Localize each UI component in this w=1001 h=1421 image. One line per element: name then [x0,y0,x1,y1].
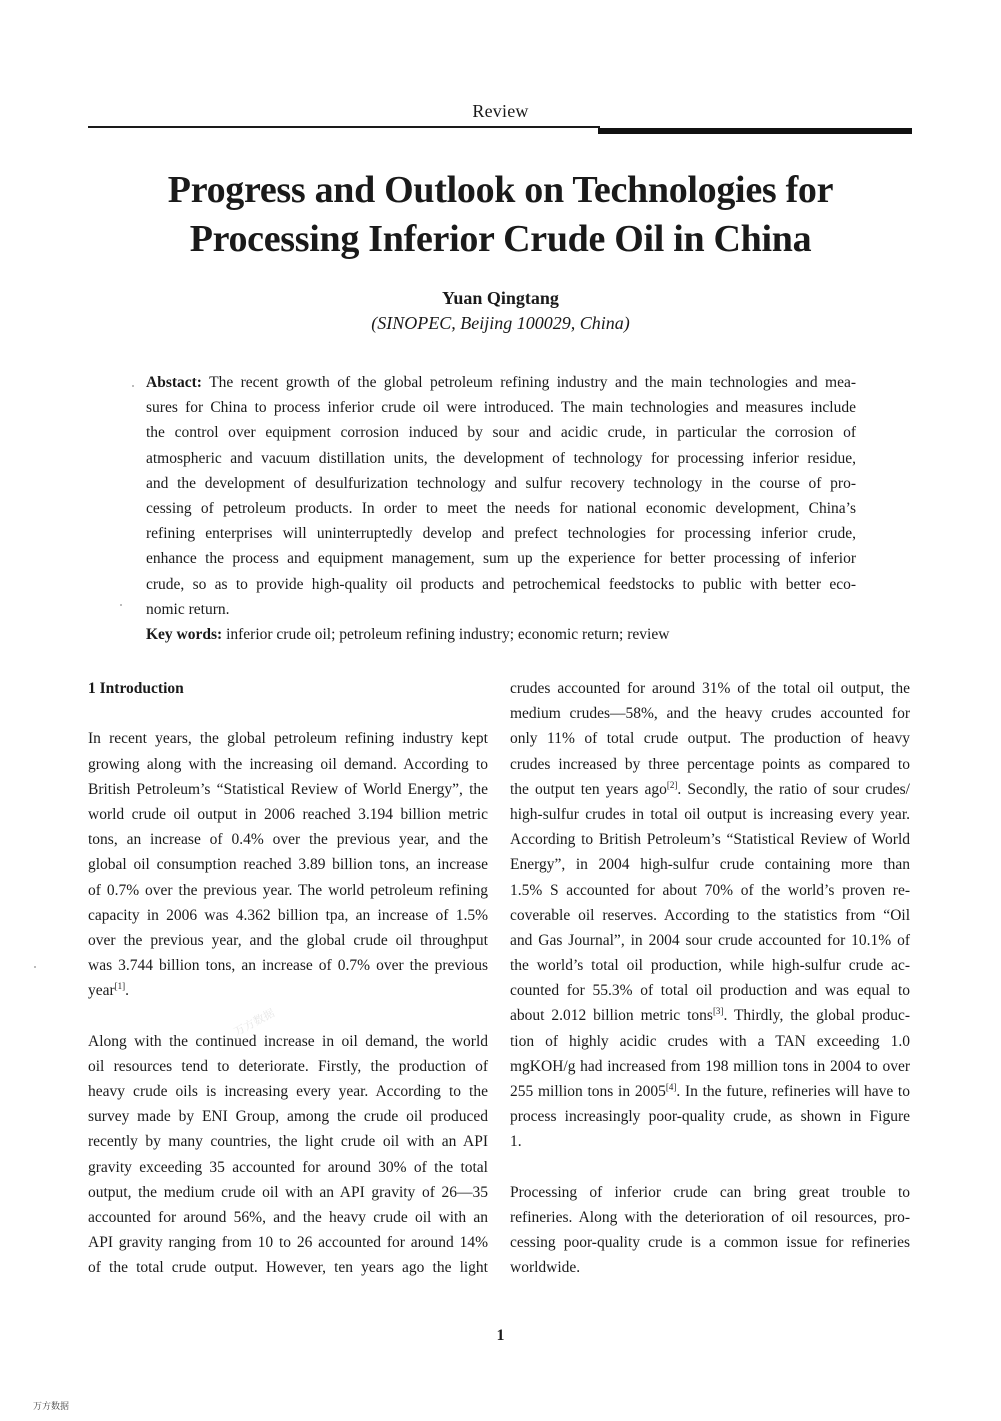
body-line: over the previous year, and the global crude oil throughput [88,931,488,949]
body-line: 255 million tons in 2005[4]. In the future, refineries will have to [510,1082,910,1100]
body-line: survey made by ENI Group, among the crude oil produced [88,1108,488,1126]
title-line-2: Processing Inferior Crude Oil in China [189,218,812,260]
body-line: Processing of inferior crude can bring great trouble to [510,1183,910,1201]
author-name: Yuan Qingtang [442,288,559,308]
body-line: capacity in 2006 was 4.362 billion tpa, an increase of 1.5% [88,906,488,924]
scan-artifact [132,385,134,387]
abstract-block [146,370,856,647]
body-line: Energy”, in 2004 high-sulfur crude containing more than [510,856,910,874]
title-line-1: Progress and Outlook on Technologies for [167,169,834,211]
citation-ref[interactable]: [4] [665,1082,677,1092]
body-line: growing along with the increasing oil demand. According to [88,755,488,773]
abstract-line: atmospheric and vacuum distillation units, the development of technology for processing inferior residue, [146,449,856,467]
abstract-line: sures for China to process inferior crude oil were introduced. The main technologies and measures include [146,399,856,417]
body-line: gravity exceeding 35 accounted for around 30% of the total [88,1158,488,1176]
body-line: refineries. Along with the deterioration of oil resources, pro- [510,1208,910,1226]
scan-artifact [120,604,122,606]
body-line: recently by many countries, the light crude oil with an API [88,1133,488,1151]
citation-ref[interactable]: [2] [666,779,678,790]
body-line: high-sulfur crudes in total oil output is increasing every year. [510,805,910,823]
right-column [510,676,910,1281]
body-line: world crude oil output in 2006 reached 3.194 billion metric [88,805,488,823]
keywords-line [146,622,856,647]
body-line: Along with the continued increase in oil demand, the world [88,1032,488,1050]
scan-artifact [34,966,36,968]
abstract-line: cessing of petroleum products. In order to meet the needs for national economic development, China’s [146,499,856,517]
body-line: global oil consumption reached 3.89 billion tons, an increase [88,856,488,874]
abstract-label: Abstact: [146,374,202,391]
body-line: mgKOH/g had increased from 198 million tons in 2004 to over [510,1057,910,1075]
body-line: crudes increased by three percentage points as compared to [510,755,910,773]
body-line: was 3.744 billion tons, an increase of 0.7% over the previous [88,957,488,975]
body-line: 1. [510,1133,522,1151]
keywords-label: Key words: [146,625,223,643]
article-title [0,166,1001,264]
body-line: worldwide. [510,1259,581,1277]
abstract-line: enhance the process and equipment management, sum up the experience for better processing of inferior [146,550,856,568]
body-line: the output ten years ago[2]. Secondly, the ratio of sour crudes/ [510,779,910,798]
abstract-line: crude, so as to provide high-quality oil products and petrochemical feedstocks to public with better eco- [146,575,856,593]
abstract-line: and the development of desulfurization technology and sulfur recovery technology in the course of pro- [146,474,856,492]
body-line: 1.5% S accounted for about 70% of the world’s proven re- [510,881,910,899]
body-line: API gravity ranging from 10 to 26 accounted for around 14% [88,1234,488,1252]
body-line: about 2.012 billion metric tons[3]. Thirdly, the global produc- [510,1006,910,1025]
body-line: output, the medium crude oil with an API gravity of 26—35 [88,1183,488,1201]
body-line: cessing poor-quality crude is a common issue for refineries [510,1234,910,1252]
body-line: the world’s total oil production, while high-sulfur crude ac- [510,957,910,975]
body-line: heavy crude oils is increasing every year. According to the [88,1083,488,1100]
author-affiliation: (SINOPEC, Beijing 100029, China) [371,313,630,333]
body-line: crudes accounted for around 31% of the total oil output, the [510,680,910,697]
body-line: and Gas Journal”, in 2004 sour crude accounted for 10.1% of [510,931,910,949]
header-rule-thick [598,128,912,134]
body-line: of the total crude output. However, ten years ago the light [88,1259,488,1277]
body-line: coverable oil reserves. According to the statistics from “Oil [510,906,910,924]
header-rule-thin [88,126,600,128]
body-line: tons, an increase of 0.4% over the previous year, and the [88,831,488,849]
abstract-line: the control over equipment corrosion induced by sour and acidic crude, in particular the corrosion of [146,424,856,442]
body-line: counted for 55.3% of total oil production and was equal to [510,982,910,1000]
page-number: 1 [496,1327,505,1344]
faint-watermark: 万方数据 [231,1006,277,1039]
section-heading: 1 Introduction [88,680,184,697]
body-line: year[1]. [88,981,130,1000]
abstract-line: refining enterprises will uninterruptedly develop and prefect technologies for processing inferior crude, [146,525,856,543]
keywords-text: inferior crude oil; petroleum refining industry; economic return; review [222,625,670,643]
citation-ref[interactable]: [3] [712,1006,724,1017]
body-line: process increasingly poor-quality crude, as shown in Figure [510,1108,910,1126]
body-line: British Petroleum’s “Statistical Review of World Energy”, the [88,780,488,798]
abstract-line: nomic return. [146,600,230,618]
citation-ref[interactable]: [1] [114,981,126,992]
body-line: tion of highly acidic crudes with a TAN exceeding 1.0 [510,1032,910,1050]
left-column [88,676,488,1281]
body-line: In recent years, the global petroleum refining industry kept [88,730,488,748]
source-watermark: 万方数据 [33,1402,70,1412]
running-head: Review [472,101,529,121]
body-line: accounted for around 56%, and the heavy crude oil with an [88,1208,488,1226]
body-line: of 0.7% over the previous year. The world petroleum refining [88,881,488,899]
body-line: medium crudes—58%, and the heavy crudes accounted for [510,705,910,723]
body-line: According to British Petroleum’s “Statistical Review of World [510,831,910,849]
body-line: oil resources tend to deteriorate. Firstly, the production of [88,1057,488,1075]
abstract-line: Abstact: The recent growth of the global petroleum refining industry and the main technologies and mea- [146,374,856,391]
body-line: only 11% of total crude output. The production of heavy [510,730,910,748]
